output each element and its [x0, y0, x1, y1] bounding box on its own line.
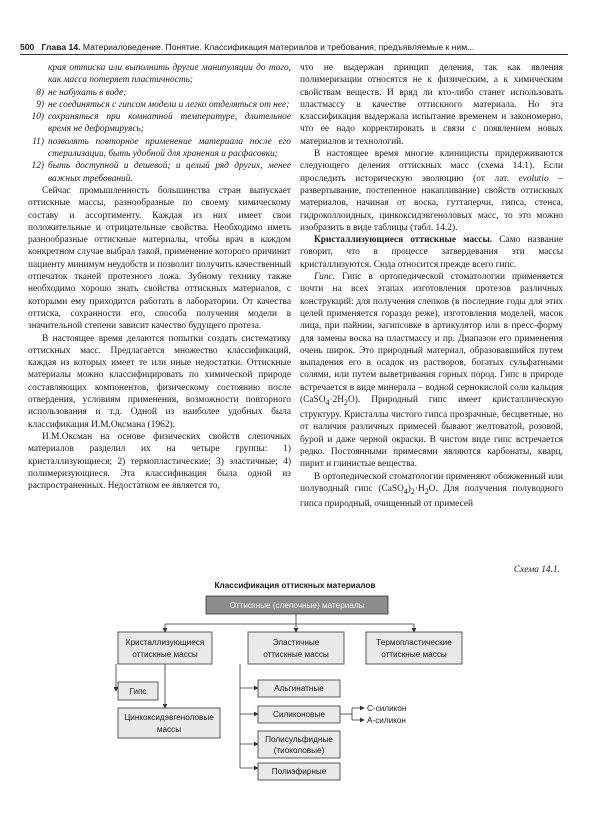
list-item: 11) позволять повторное применение материала после его стерилизации, быть удобной для хранения и расфасовки;: [32, 136, 291, 160]
paragraph: Кристаллизующиеся оттискные массы. Само название говорит, что в процессе затвердевания эти массы кристаллизуются. Сюда относится прежде всего гипс.: [300, 235, 563, 270]
group-thermoplastic-box: [366, 632, 462, 664]
zoe-label: Цинкоксидэвгеноловые: [124, 713, 214, 722]
latin-term: evolutio: [518, 173, 549, 184]
chapter-title: Материаловедение. Понятие. Классификация материалов и требования, предъявляемые к ним...: [82, 42, 475, 52]
diagram-title: Классификация оттискных материалов: [214, 581, 376, 590]
list-item: 9) не соединяться с гипсом модели и легко отделяться от нее;: [36, 99, 290, 110]
group-elastic-label: оттискные массы: [263, 650, 329, 659]
root-label: Оттискные (слепочные) материалы: [229, 601, 365, 610]
paragraph: что не выдержан принцип деления, так как явления полимеризации относятся не к физическим, а к химическим свойствам веществ. И вряд ли кто-либо станет использовать пластмассу в качестве оттискного материала. Но эта классификация выдержала испытание временем и закономерно, что ее надо корректировать в связи с появлением новых материалов и технологий.: [300, 63, 563, 147]
zoe-label: массы: [156, 725, 182, 734]
paragraph: В настоящее время многие клиницисты придерживаются следующего деления оттискных масс (схема 14.1). Если проследить историческую эволюцию (от лат. evolutio – развертывание, постепенное накапливание) свойств оттискных материалов, начиная от воска, гуттаперчи, гипса, стенса, гидроколлоидных, цинкоксидэвгеноловых масс, то это можно изобразить в виде таблицы (табл. 14.2).: [300, 149, 564, 233]
subsection-heading: Гипс.: [314, 272, 336, 283]
polysulfide-label: Полисульфидные: [265, 735, 333, 744]
chapter-label: Глава 14.: [41, 42, 81, 52]
classification-diagram: [0, 590, 590, 826]
group-thermoplastic-label: оттискные массы: [381, 650, 447, 659]
polyether-label: Полиэфирные: [271, 767, 327, 776]
c-silicone-label: С-силикон: [367, 704, 407, 713]
paragraph: В настоящее время делаются попытки создать систематику оттискных масс. Предлагается множество классификаций, каждая из которых имеет те или иные недостатки. Оттискные материалы можно классифицировать по химической природе составляющих компонентов, физическому состоянию после отвердения, условиям применения, возможности повторного использования и т.д. Одной из наиболее удобных была классификация И.М.Оксмана (1962).: [28, 333, 291, 430]
paragraph: В ортопедической стоматологии применяют обожженный или полуводный гипс $(CaSO_4)_2\cdot H_2O$. Для получения полуводного гипса природный, очищенный от примесей: [300, 471, 564, 510]
section-heading: Кристаллизующиеся оттискные массы.: [314, 235, 493, 246]
list-item: 12) быть доступной и дешевой; и целый ряд других, менее важных требований.: [31, 161, 291, 184]
group-crystallizing-label: оттискные массы: [132, 650, 198, 659]
list-continuation: края оттиска или выполнить другие манипуляции до того, как масса потеряет пластичность;: [48, 63, 291, 86]
paragraph: Сейчас промышленность большинства стран выпускает оттискные массы, разнообразные по своему химическому составу и ассортименту. Каждая из них имеет свои положительные и отрицательные свойства. Необходимо иметь разнообразные оттискные материалы, чтобы врач в каждом конкретном случае выбрал такой, применение которого причинит пациенту минимум неудобств и позволит получить качественный отпечаток тканей протезного ложа. Зубному технику также необходимо хорошо знать свойства оттискных материалов, с которыми ему приходится работать в лаборатории. От качества оттиска, сохранности его, способа получения модели в значительной степени зависит качество будущего протеза.: [28, 185, 291, 332]
left-column: [28, 62, 291, 492]
paragraph: Гипс. Гипс в ортопедической стоматологии применяется почти на всех этапах изготовления протезов различных конструкций: для получения слепков (в последние годы для этих целей применяется гораздо реже), изготовления моделей, масок лица, при пайнии, загипсовке в артикулятор или в пресс-форму для замены воска на пластмассу и пр. Диапазон его применения очень широк. Это природный материал, образовавшийся путем выпадения его в осадок из растворов, богатых сульфатными солями, или путем выветривания горных пород. Гипс в природе встречается в виде минерала – водной сернокислой соли кальция $(CaSO_4\cdot 2H_2O)$. Природный гипс имеет кристаллическую структуру. Кристаллы чистого гипса прозрачные, бесцветные, но от наличия различных примесей бывают желтоватой, розовой, бурой и даже черной окраски. В чистом виде гипс встречается редко. Постоянными примесями являются карбонаты, кварц, пирит и глинистые вещества.: [300, 272, 564, 470]
alginate-label: Альгинатные: [274, 684, 324, 693]
group-crystallizing-label: Кристаллизующиеся: [125, 638, 205, 647]
silicone-label: Силиконовые: [273, 710, 325, 719]
polysulfide-label: (тиоколовые): [273, 746, 325, 755]
list-item: [28, 62, 291, 87]
right-column: [300, 62, 563, 510]
group-thermoplastic-label: Термопластические: [376, 638, 452, 647]
scheme-label: Схема 14.1.: [513, 565, 560, 575]
a-silicone-label: А-силикон: [367, 716, 406, 725]
paragraph: И.М.Оксман на основе физических свойств слепочных материалов разделил их на четыре группы: 1) кристаллизующиеся; 2) термопластические; 3) эластичные; 4) полимеризующиеся. Эта классификация была одной из распространенных. Недостатком ее является то,: [28, 431, 291, 492]
page-header: [20, 42, 568, 55]
gips-label: Гипс: [129, 687, 147, 696]
group-crystallizing-box: [118, 632, 212, 664]
list-item: 10) сохраняться при комнатной температуре, длительное время не деформируясь;: [31, 112, 291, 135]
group-elastic-label: Эластичные: [272, 638, 320, 647]
group-elastic-box: [248, 632, 344, 664]
page-number: 500: [20, 42, 35, 52]
list-item: 8) не набухать в воде;: [36, 87, 127, 98]
